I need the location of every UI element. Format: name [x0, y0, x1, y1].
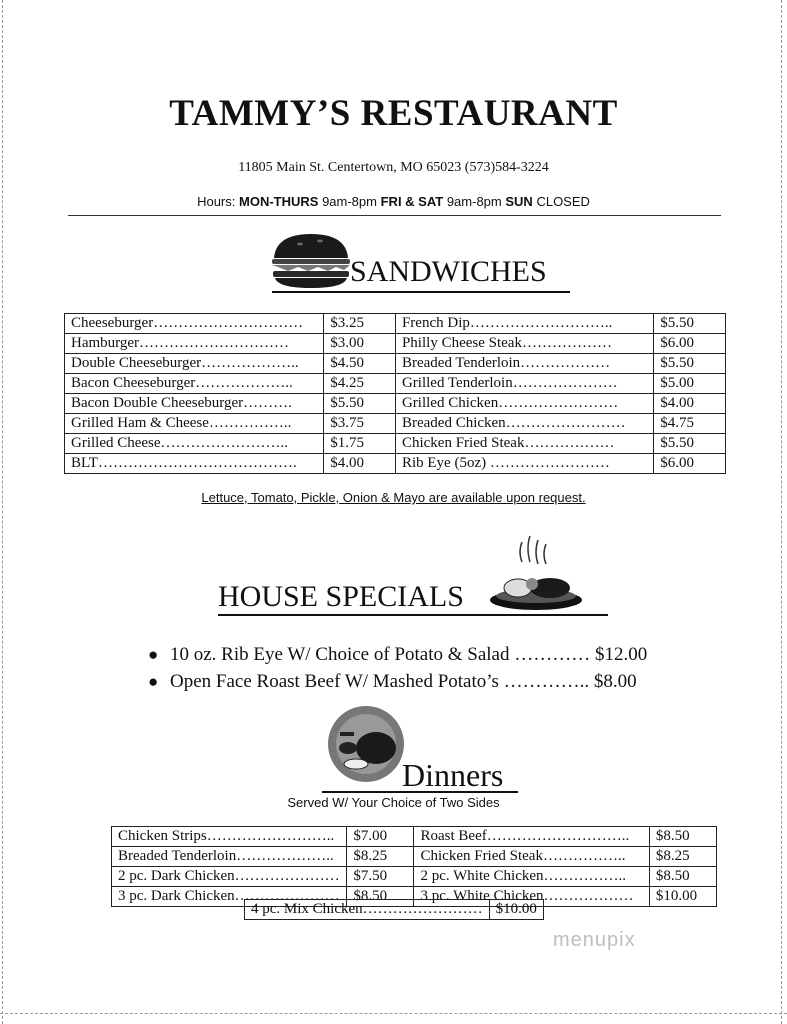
sandwiches-heading: SANDWICHES: [350, 255, 547, 288]
menu-item-price: $5.50: [654, 434, 726, 454]
menu-item-price: $5.50: [324, 394, 396, 414]
menu-item-price: $3.00: [324, 334, 396, 354]
menu-item-name: Double Cheeseburger………………..: [65, 354, 324, 374]
table-row: [65, 434, 726, 454]
table-row: [112, 847, 717, 867]
hamburger-icon: [270, 232, 352, 290]
list-item: [148, 669, 647, 696]
page-edge-right: [781, 0, 783, 1024]
special-text: 10 oz. Rib Eye W/ Choice of Potato & Salad …………: [170, 644, 591, 665]
menu-item-price: $4.25: [324, 374, 396, 394]
special-price: $12.00: [595, 644, 648, 665]
hours-days-3: SUN: [505, 194, 533, 209]
table-row: [65, 334, 726, 354]
page-edge-bottom: [0, 1013, 787, 1014]
menu-item-price: $6.00: [654, 454, 726, 474]
sandwiches-heading-underline: [272, 291, 570, 293]
sandwich-menu-table: [64, 313, 726, 474]
dinner-extra-table: [244, 899, 544, 920]
menu-item-name: Breaded Tenderloin………………: [395, 354, 653, 374]
hours-time-2: 9am-8pm: [446, 194, 502, 209]
menu-item-name: Grilled Tenderloin…………………: [395, 374, 653, 394]
hours-time-1: 9am-8pm: [322, 194, 377, 209]
menu-item-price: $5.50: [654, 354, 726, 374]
menu-item-price: $5.00: [654, 374, 726, 394]
dinner-menu-table: [111, 826, 717, 907]
menu-item-price: $4.75: [654, 414, 726, 434]
house-specials-underline: [218, 614, 608, 616]
table-row: [65, 374, 726, 394]
menu-item-name: 2 pc. Dark Chicken…………………: [112, 867, 347, 887]
watermark: menupix: [553, 929, 636, 951]
bullet-icon: ●: [148, 672, 159, 691]
menu-item-price: $10.00: [649, 887, 716, 907]
steak-plate-icon: [488, 532, 586, 612]
menu-item-name: Chicken Strips……………………..: [112, 827, 347, 847]
menu-item-price: $7.50: [347, 867, 414, 887]
menu-item-name: Grilled Cheese……………………..: [65, 434, 324, 454]
menu-item-name: Grilled Chicken……………………: [395, 394, 653, 414]
header-divider: [68, 215, 721, 216]
menu-item-price: $6.00: [654, 334, 726, 354]
menu-item-price: $7.00: [347, 827, 414, 847]
menu-item-name: 4 pc. Mix Chicken……………………: [245, 900, 490, 920]
restaurant-title: TAMMY’S RESTAURANT: [169, 93, 618, 134]
dinner-plate-icon: [326, 704, 406, 784]
table-row: [65, 454, 726, 474]
restaurant-hours: [0, 194, 787, 209]
menu-item-name: Philly Cheese Steak………………: [395, 334, 653, 354]
menu-item-name: 3 pc. White Chicken………………: [414, 887, 649, 907]
menu-item-name: Roast Beef………………………..: [414, 827, 649, 847]
hours-days-1: MON-THURS: [239, 194, 319, 209]
menu-item-name: Chicken Fried Steak………………: [395, 434, 653, 454]
menu-item-price: $4.00: [324, 454, 396, 474]
menu-item-price: $4.00: [654, 394, 726, 414]
dinners-heading: Dinners: [402, 757, 504, 793]
menu-item-name: 2 pc. White Chicken……………..: [414, 867, 649, 887]
menu-item-name: Grilled Ham & Cheese……………..: [65, 414, 324, 434]
bullet-icon: ●: [148, 645, 159, 664]
house-specials-list: [148, 642, 647, 696]
menu-item-price: $5.50: [654, 314, 726, 334]
menu-item-name: Chicken Fried Steak……………..: [414, 847, 649, 867]
menu-item-name: Cheeseburger…………………………: [65, 314, 324, 334]
menu-item-name: Bacon Double Cheeseburger……….: [65, 394, 324, 414]
list-item: [148, 642, 647, 669]
menu-item-price: $8.50: [347, 887, 414, 907]
hours-prefix: Hours:: [197, 194, 236, 209]
sandwich-note: Lettuce, Tomato, Pickle, Onion & Mayo are available upon request.: [201, 490, 586, 505]
hours-time-3: CLOSED: [536, 194, 590, 209]
hours-days-2: FRI & SAT: [380, 194, 444, 209]
table-row: [112, 827, 717, 847]
menu-item-name: Rib Eye (5oz) ……………………: [395, 454, 653, 474]
table-row: [65, 354, 726, 374]
menu-item-name: Breaded Chicken……………………: [395, 414, 653, 434]
table-row: [245, 900, 544, 920]
house-specials-heading: HOUSE SPECIALS: [218, 580, 464, 613]
page-edge-left: [2, 0, 4, 1024]
menu-item-price: $4.50: [324, 354, 396, 374]
menu-item-price: $1.75: [324, 434, 396, 454]
menu-item-name: BLT………………………………….: [65, 454, 324, 474]
menu-item-price: $8.50: [649, 827, 716, 847]
menu-item-name: 3 pc. Dark Chicken…………………: [112, 887, 347, 907]
dinners-subheading: Served W/ Your Choice of Two Sides: [287, 795, 500, 810]
menu-item-price: $10.00: [489, 900, 543, 920]
menu-item-price: $3.25: [324, 314, 396, 334]
menu-item-price: $8.50: [649, 867, 716, 887]
menu-item-name: Bacon Cheeseburger………………..: [65, 374, 324, 394]
menu-item-price: $3.75: [324, 414, 396, 434]
menu-item-name: French Dip………………………..: [395, 314, 653, 334]
dinners-heading-underline: [322, 791, 518, 793]
menu-item-name: Breaded Tenderloin………………..: [112, 847, 347, 867]
menu-item-name: Hamburger…………………………: [65, 334, 324, 354]
menu-item-price: $8.25: [649, 847, 716, 867]
table-row: [65, 314, 726, 334]
restaurant-address: 11805 Main St. Centertown, MO 65023 (573)584-3224: [238, 160, 549, 175]
menu-item-price: $8.25: [347, 847, 414, 867]
table-row: [112, 867, 717, 887]
special-price: $8.00: [593, 671, 637, 692]
table-row: [65, 394, 726, 414]
table-row: [65, 414, 726, 434]
special-text: Open Face Roast Beef W/ Mashed Potato’s …………..: [170, 671, 590, 692]
